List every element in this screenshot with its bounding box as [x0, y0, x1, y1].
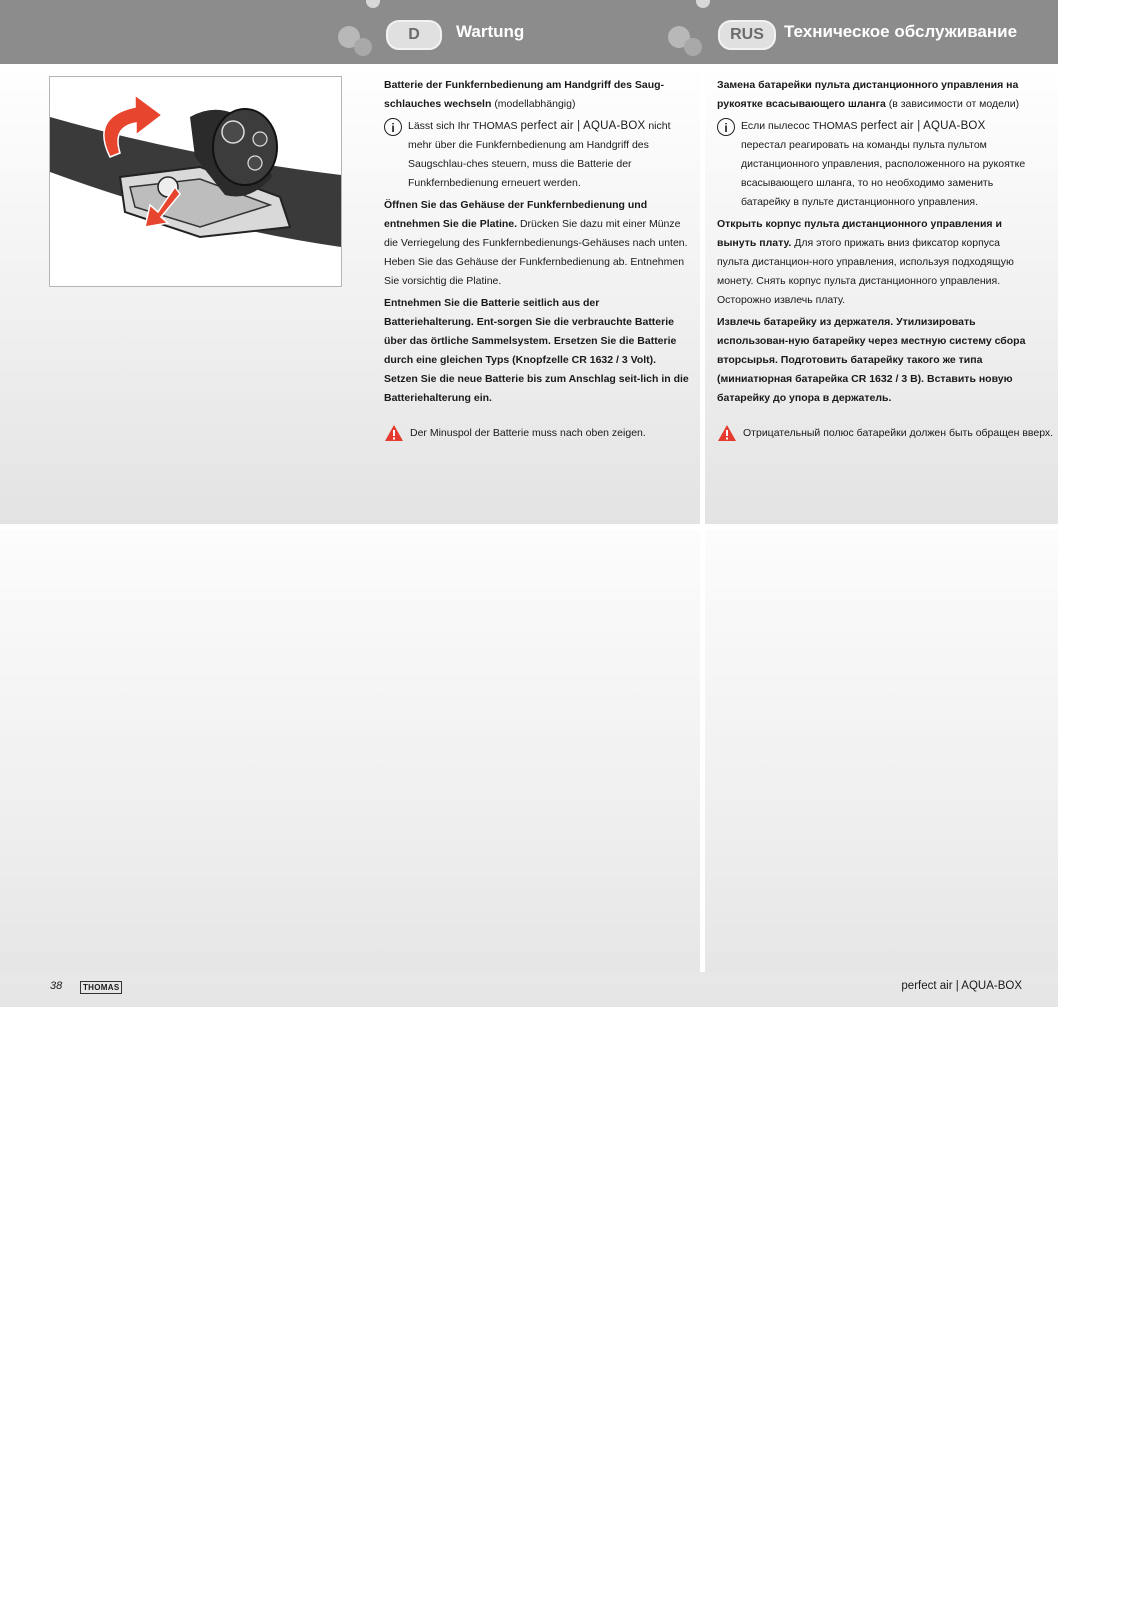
info-text-ru-post: перестал реагировать на команды пульта пультом дистанционного управления, расположенного на рукоятке всасывающего шланга, то но необходимо заменить батарейку в пульте дистанционного управления. [741, 139, 1026, 208]
section-separator [0, 524, 1058, 530]
heading-de-bold: Batterie der Funkfernbedienung am Handgriff des Saug-schlauches wechseln [384, 79, 665, 110]
heading-ru-note: (в зависимости от модели) [888, 98, 1020, 110]
empty-panel-right [705, 530, 1058, 972]
paragraph-ru-1-text: Для этого прижать вниз фиксатор корпуса пульта дистанцион-ного управления, используя подходящую монету. Снять корпус пульта дистанционного управления. Осторожно извлечь плату. [717, 237, 1014, 306]
language-badge-de: D [386, 20, 442, 50]
warning-text-ru: Отрицательный полюс батарейки должен быть обращен вверх. [743, 427, 1054, 439]
warning-ru [717, 424, 1053, 442]
paragraph-de-1-text: Drücken Sie dazu mit einer Münze die Verriegelung des Funkfernbedienungs-Gehäuses nach unten. Heben Sie das Gehäuse der Funkfernbedienung ab. Entnehmen Sie vorsichtig die Platine. [384, 218, 688, 287]
paragraph-de-2-bold: Entnehmen Sie die Batterie seitlich aus der Batteriehalterung. Ent-sorgen Sie die verbrauchte Batterie über das örtliche Sammelsystem. Ersetzen Sie die Batterie durch eine gleichen Typs (Knopfzelle CR 1632 / 3 Volt). Setzen Sie die neue Batterie bis zum Anschlag seit-lich in die Batteriehalterung ein. [384, 297, 689, 404]
paragraph-ru-1 [717, 215, 1029, 310]
info-icon: i [717, 118, 735, 136]
heading-ru-bold: Замена батарейки пульта дистанционного управления на рукоятке всасывающего шланга [717, 79, 1019, 110]
paragraph-ru-2-bold: Извлечь батарейку из держателя. Утилизировать использован-ную батарейку через местную систему сбора вторсырья. Подготовить батарейку такого же типа (миниатюрная батарейка CR 1632 / 3 В). Вставить новую батарейку до упора в держатель. [717, 316, 1026, 404]
info-text-de-post: nicht mehr über die Funkfernbedienung am Handgriff des Saugschlau-ches steuern, muss die Batterie der Funkfernbedienung erneuert werden. [408, 120, 671, 189]
paragraph-ru-2 [717, 313, 1029, 408]
info-icon: i [384, 118, 402, 136]
brand-name: perfect air | AQUA-BOX [520, 120, 646, 132]
warning-de [384, 424, 646, 442]
brand-name: perfect air | AQUA-BOX [860, 120, 986, 132]
paragraph-de-1 [384, 196, 689, 291]
column-divider [700, 64, 705, 972]
column-de [384, 76, 689, 411]
section-title-ru: Техническое обслуживание [784, 22, 1018, 41]
info-block-de [384, 117, 689, 193]
page-number: 38 [50, 980, 63, 992]
heading-de [384, 76, 689, 114]
page-header [0, 0, 1058, 64]
remote-battery-illustration [49, 76, 342, 287]
info-text-ru-pre: Если пылесос THOMAS [741, 120, 858, 132]
paragraph-de-1-bold: Öffnen Sie das Gehäuse der Funkfernbedienung und entnehmen Sie die Platine. [384, 199, 648, 230]
empty-panel-left [0, 530, 700, 972]
section-title-de: Wartung [456, 22, 525, 41]
heading-de-note: (modellabhängig) [494, 98, 576, 110]
paragraph-de-2 [384, 294, 689, 408]
column-ru [717, 76, 1029, 411]
warning-text-de: Der Minuspol der Batterie muss nach oben zeigen. [410, 427, 646, 439]
info-block-ru [717, 117, 1029, 212]
paragraph-ru-1-bold: Открыть корпус пульта дистанционного управления и вынуть плату. [717, 218, 1002, 249]
thomas-logo: THOMAS [80, 981, 122, 994]
warning-icon [384, 424, 404, 442]
warning-icon [717, 424, 737, 442]
language-badge-ru: RUS [718, 20, 776, 50]
info-text-de-pre: Lässt sich Ihr THOMAS [408, 120, 518, 132]
product-name: perfect air | AQUA-BOX [901, 980, 1022, 992]
heading-ru [717, 76, 1029, 114]
